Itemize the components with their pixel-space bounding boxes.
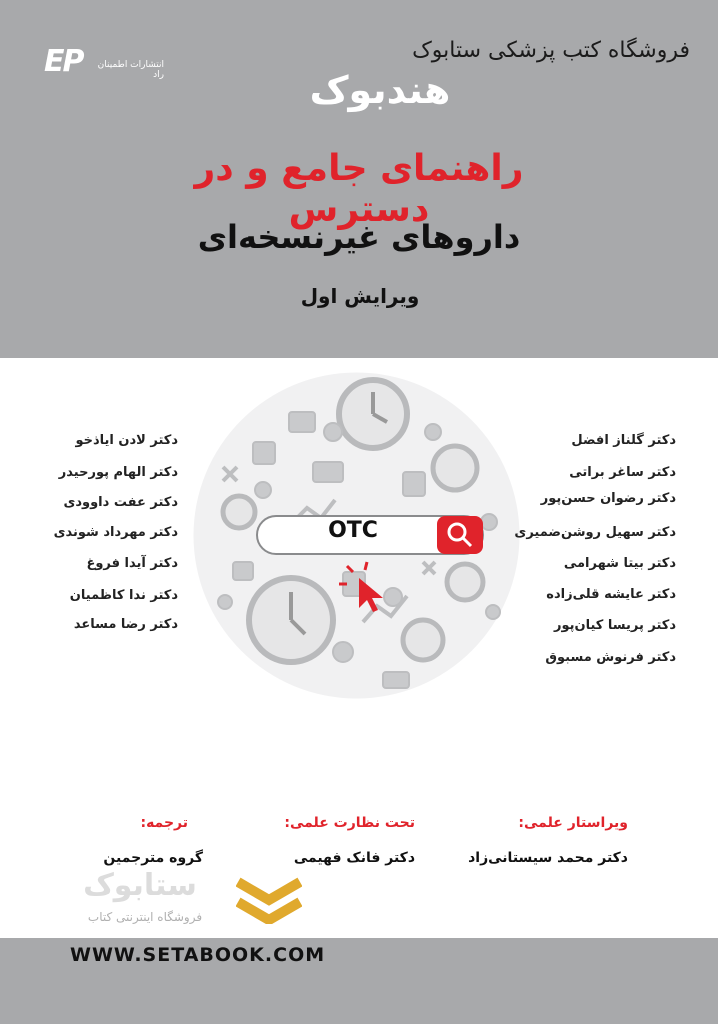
author-name: دکتر مهرداد شوندی: [53, 525, 178, 540]
seta-watermark-logo: [60, 868, 310, 934]
author-name: دکتر گلناز افضل: [571, 433, 676, 448]
author-name: دکتر عفت داوودی: [63, 495, 178, 510]
website-url[interactable]: WWW.SETABOOK.COM: [70, 944, 326, 966]
author-name: دکتر ساغر براتی: [569, 465, 676, 480]
translation-name: گروه مترجمین: [103, 850, 203, 866]
author-name: دکتر رضوان حسن‌پور: [540, 491, 676, 506]
author-name: دکتر آیدا فروغ: [86, 556, 178, 571]
translation-label: ترجمه:: [140, 815, 188, 831]
seta-tagline: فروشگاه اینترنتی کتاب: [87, 910, 203, 924]
author-name: دکتر ندا کاظمیان: [69, 588, 178, 603]
supervision-name: دکتر فانک فهیمی: [293, 850, 415, 866]
author-name: دکتر فرنوش مسبوق: [545, 650, 676, 665]
author-name: دکتر الهام پورحیدر: [58, 465, 178, 480]
editor-label: ویراستار علمی:: [518, 815, 628, 831]
edition-label: ویرایش اول: [300, 284, 420, 308]
editor-name: دکتر محمد سیستانی‌زاد: [468, 850, 628, 866]
series-label: هندبوک: [309, 68, 451, 112]
publisher-logo-mark: EP: [44, 44, 83, 79]
supervision-label: تحت نظارت علمی:: [284, 815, 415, 831]
book-title-line1: راهنمای جامع و در دسترس: [194, 148, 524, 230]
publisher-name: انتشارات اطمینان راد: [97, 60, 164, 80]
publisher-logo: [44, 44, 164, 84]
author-name: دکتر عایشه قلی‌زاده: [546, 587, 676, 602]
seta-logo-text: ستابوک: [83, 868, 197, 903]
author-name: دکتر پریسا کیان‌پور: [554, 618, 676, 633]
author-name: دکتر لادن ایاذخو: [75, 433, 178, 448]
author-name: دکتر بیتا شهرامی: [563, 556, 676, 571]
seta-chevron-icon: [236, 874, 302, 924]
author-name: دکتر سهیل روشن‌ضمیری: [514, 525, 676, 540]
book-title-line2: داروهای غیرنسخه‌ای: [197, 218, 521, 256]
author-name: دکتر رضا مساعد: [73, 617, 178, 632]
store-name: فروشگاه کتب پزشکی ستابوک: [412, 38, 690, 63]
search-text: OTC: [328, 518, 378, 543]
